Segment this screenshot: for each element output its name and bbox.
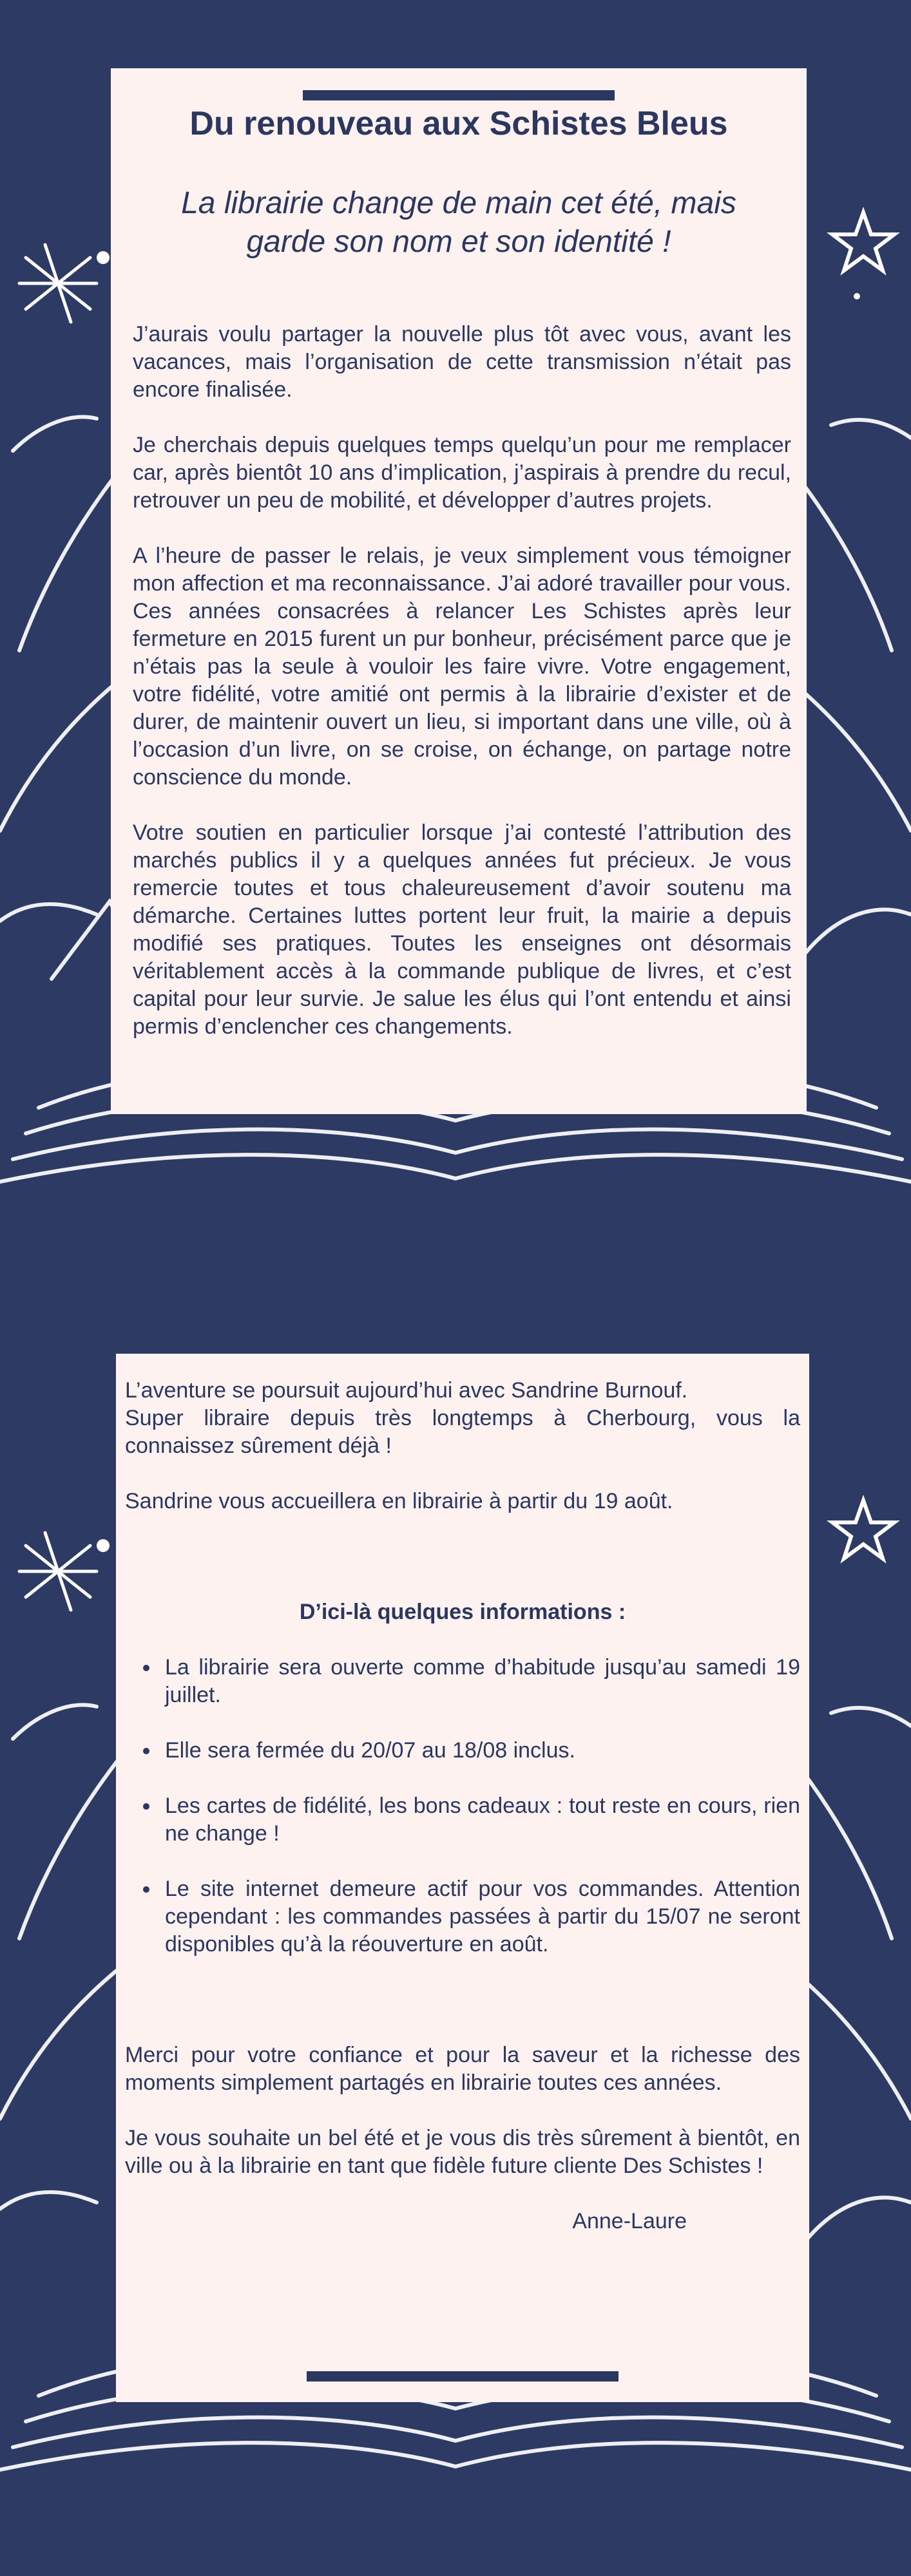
paragraph: A l’heure de passer le relais, je veux simplement vous témoigner mon affection et ma reconnaissance. J’ai adoré travailler pour vous. Ces années consacrées à relancer Les Schistes après leur fermeture en 2015 furent un pur bonheur, précisément parce que je n’étais pas la seule à vouloir les faire vivre. Votre engagement, votre fidélité, votre amitié ont permis à la librairie d’exister et de durer, de maintenir ouvert un lieu, si important dans une ville, où à l’occasion d’un livre, on se croise, on échange, on partage notre conscience du monde.	[133, 544, 791, 790]
list-item: Elle sera fermée du 20/07 au 18/08 inclus.	[165, 1737, 800, 1765]
top-divider-bar	[303, 90, 615, 100]
info-list	[125, 1654, 800, 1958]
announcement-card	[111, 68, 807, 1114]
letter-body	[133, 321, 791, 1068]
list-item: Le site internet demeure actif pour vos commandes. Attention cependant : les commandes passées à partir du 15/07 ne seront disponibles qu’à la réouverture en août.	[165, 1875, 800, 1958]
signature: Anne-Laure	[572, 2209, 687, 2233]
list-item: Les cartes de fidélité, les bons cadeaux : tout reste en cours, rien ne change !	[165, 1792, 800, 1848]
intro-line: Super libraire depuis très longtemps à Cherbourg, vous la connaissez sûrement déjà !	[125, 1406, 800, 1458]
bottom-divider-bar	[307, 2371, 619, 2382]
intro-line: L’aventure se poursuit aujourd’hui avec Sandrine Burnouf.	[125, 1378, 688, 1403]
list-item: La librairie sera ouverte comme d’habitude jusqu’au samedi 19 juillet.	[165, 1654, 800, 1709]
paragraph: Je cherchais depuis quelques temps quelqu’un pour me remplacer car, après bientôt 10 ans d’implication, j’aspirais à prendre du recul, retrouver un peu de mobilité, et développer d’autres projets.	[133, 433, 791, 513]
paragraph: J’aurais voulu partager la nouvelle plus tôt avec vous, avant les vacances, mais l’organisation de cette transmission n’était pas encore finalisée.	[133, 322, 791, 402]
farewell-paragraph: Je vous souhaite un bel été et je vous dis très sûrement à bientôt, en ville ou à la librairie en tant que fidèle future cliente Des Schistes !	[125, 2126, 800, 2178]
information-card	[116, 1354, 809, 2402]
page-title: Du renouveau aux Schistes Bleus	[189, 105, 728, 142]
paragraph: Votre soutien en particulier lorsque j’ai contesté l’attribution des marchés publics il y a quelques années fut précieux. Je vous remercie toutes et tous chaleureusement d’avoir soutenu ma démarche. Certaines luttes portent leur fruit, la mairie a depuis modifié ses pratiques. Toutes les enseignes ont désormais véritablement accès à la commande publique de livres, et c’est capital pour leur survie. Je salue les élus qui l’ont entendu et ainsi permis d’enclencher ces changements.	[133, 820, 791, 1039]
thanks-paragraph: Merci pour votre confiance et pour la saveur et la richesse des moments simplement partagés en librairie toutes ces années.	[125, 2043, 800, 2095]
subtitle: La librairie change de main cet été, mais garde son nom et son identité !	[181, 186, 736, 259]
letter-body-continued	[125, 1377, 800, 2235]
welcome-text: Sandrine vous accueillera en librairie à partir du 19 août.	[125, 1489, 673, 1513]
info-heading: D’ici-là quelques informations :	[299, 1600, 626, 1624]
